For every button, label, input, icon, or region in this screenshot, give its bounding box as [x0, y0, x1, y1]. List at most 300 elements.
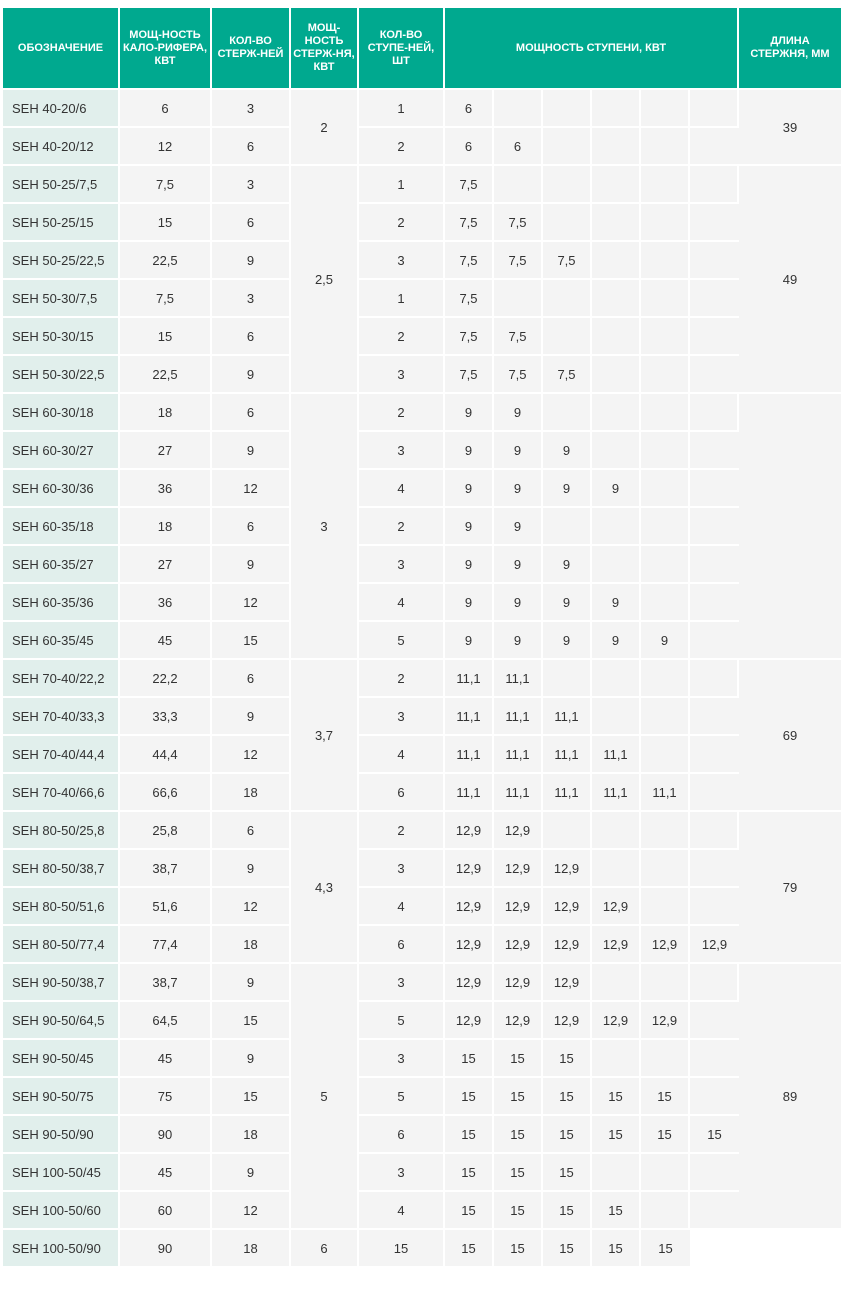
stage-power-cell — [641, 430, 690, 468]
stage-power-cell: 11,1 — [494, 734, 543, 772]
stage-power-cell — [592, 506, 641, 544]
rod-length-cell: 69 — [739, 658, 841, 810]
stage-power-cell — [592, 240, 641, 278]
stage-power-cell — [592, 126, 641, 164]
stage-power-cell — [641, 1038, 690, 1076]
rod-power-cell: 4,3 — [291, 810, 359, 962]
rods-count-cell: 6 — [212, 126, 291, 164]
stage-power-cell — [641, 240, 690, 278]
stage-power-cell — [690, 164, 739, 202]
stage-power-cell: 9 — [592, 468, 641, 506]
stage-power-cell: 12,9 — [445, 886, 494, 924]
stage-power-cell: 12,9 — [543, 1000, 592, 1038]
stage-power-cell — [690, 886, 739, 924]
heater-power-cell: 27 — [120, 544, 212, 582]
stage-power-cell: 9 — [494, 582, 543, 620]
table-row — [3, 734, 841, 772]
stage-power-cell — [641, 696, 690, 734]
rods-count-cell: 12 — [212, 582, 291, 620]
stage-power-cell: 9 — [445, 620, 494, 658]
table-row — [3, 126, 841, 164]
stage-power-cell: 6 — [445, 126, 494, 164]
rods-count-cell: 6 — [212, 810, 291, 848]
heater-power-cell: 18 — [120, 392, 212, 430]
designation-cell: SEH 90-50/90 — [3, 1114, 120, 1152]
rods-count-cell: 9 — [212, 240, 291, 278]
stage-power-cell — [592, 278, 641, 316]
stage-power-cell — [641, 582, 690, 620]
stage-power-cell — [641, 544, 690, 582]
stages-count-cell: 4 — [359, 468, 445, 506]
designation-cell: SEH 100-50/60 — [3, 1190, 120, 1228]
designation-cell: SEH 50-25/7,5 — [3, 164, 120, 202]
table-row — [3, 430, 841, 468]
stage-power-cell — [690, 126, 739, 164]
table-row — [3, 924, 841, 962]
stage-power-cell — [641, 164, 690, 202]
stage-power-cell — [690, 278, 739, 316]
stage-power-cell — [543, 88, 592, 126]
table-header — [3, 8, 841, 88]
stage-power-cell — [690, 1190, 739, 1228]
stage-power-cell: 9 — [445, 468, 494, 506]
stage-power-cell: 12,9 — [445, 810, 494, 848]
table-row — [3, 316, 841, 354]
stage-power-cell: 15 — [359, 1228, 445, 1266]
designation-cell: SEH 90-50/64,5 — [3, 1000, 120, 1038]
stage-power-cell: 9 — [445, 430, 494, 468]
table-row — [3, 962, 841, 1000]
stage-power-cell: 9 — [543, 430, 592, 468]
stage-power-cell — [592, 658, 641, 696]
rods-count-cell: 12 — [212, 468, 291, 506]
stage-power-cell: 15 — [445, 1114, 494, 1152]
stage-power-cell: 15 — [641, 1228, 690, 1266]
stage-power-cell — [690, 734, 739, 772]
rod-power-cell: 3,7 — [291, 658, 359, 810]
stage-power-cell — [690, 962, 739, 1000]
stages-count-cell: 3 — [359, 354, 445, 392]
stage-power-cell — [592, 1152, 641, 1190]
stage-power-cell: 9 — [494, 430, 543, 468]
designation-cell: SEH 60-35/45 — [3, 620, 120, 658]
stage-power-cell — [592, 164, 641, 202]
stage-power-cell — [641, 468, 690, 506]
stage-power-cell: 11,1 — [494, 696, 543, 734]
stage-power-cell: 12,9 — [543, 924, 592, 962]
rods-count-cell: 9 — [212, 354, 291, 392]
stages-count-cell: 2 — [359, 810, 445, 848]
rods-count-cell: 6 — [212, 316, 291, 354]
designation-cell: SEH 90-50/45 — [3, 1038, 120, 1076]
designation-cell: SEH 60-30/18 — [3, 392, 120, 430]
rod-length-cell: 79 — [739, 810, 841, 962]
stage-power-cell: 15 — [445, 1152, 494, 1190]
heater-power-cell: 6 — [120, 88, 212, 126]
stages-count-cell: 3 — [359, 962, 445, 1000]
stage-power-cell: 9 — [494, 392, 543, 430]
stages-count-cell: 4 — [359, 1190, 445, 1228]
stage-power-cell — [641, 810, 690, 848]
stage-power-cell: 12,9 — [445, 848, 494, 886]
header-stage-power: МОЩНОСТЬ СТУПЕНИ, КВТ — [445, 8, 739, 88]
stage-power-cell — [690, 544, 739, 582]
stage-power-cell: 11,1 — [445, 734, 494, 772]
stage-power-cell: 12,9 — [445, 924, 494, 962]
stage-power-cell: 6 — [494, 126, 543, 164]
designation-cell: SEH 80-50/25,8 — [3, 810, 120, 848]
heater-power-cell: 22,5 — [120, 240, 212, 278]
designation-cell: SEH 90-50/38,7 — [3, 962, 120, 1000]
stage-power-cell: 15 — [592, 1228, 641, 1266]
rods-count-cell: 3 — [212, 278, 291, 316]
rod-length-cell: 89 — [739, 962, 841, 1228]
rod-power-cell: 2 — [291, 88, 359, 164]
stage-power-cell: 12,9 — [690, 924, 739, 962]
rod-power-cell: 2,5 — [291, 164, 359, 392]
heater-power-cell: 45 — [120, 620, 212, 658]
stage-power-cell: 15 — [494, 1114, 543, 1152]
header-designation: ОБОЗНАЧЕНИЕ — [3, 8, 120, 88]
stages-count-cell: 2 — [359, 316, 445, 354]
heater-power-cell: 22,5 — [120, 354, 212, 392]
stage-power-cell: 12,9 — [543, 848, 592, 886]
stage-power-cell: 15 — [543, 1152, 592, 1190]
rods-count-cell: 3 — [212, 88, 291, 126]
table-row — [3, 88, 841, 126]
stages-count-cell: 3 — [359, 848, 445, 886]
stage-power-cell — [641, 1152, 690, 1190]
stage-power-cell: 12,9 — [494, 962, 543, 1000]
heater-power-cell: 12 — [120, 126, 212, 164]
stages-count-cell: 3 — [359, 1038, 445, 1076]
stage-power-cell — [543, 202, 592, 240]
stage-power-cell — [494, 88, 543, 126]
stage-power-cell: 15 — [494, 1228, 543, 1266]
stage-power-cell: 15 — [494, 1076, 543, 1114]
stages-count-cell: 5 — [359, 1076, 445, 1114]
stage-power-cell: 12,9 — [494, 924, 543, 962]
stage-power-cell: 9 — [592, 620, 641, 658]
stage-power-cell: 7,5 — [445, 202, 494, 240]
stages-count-cell: 3 — [359, 240, 445, 278]
designation-cell: SEH 80-50/51,6 — [3, 886, 120, 924]
stage-power-cell — [690, 430, 739, 468]
rod-power-cell: 3 — [291, 392, 359, 658]
stages-count-cell: 4 — [359, 582, 445, 620]
rods-count-cell: 15 — [212, 1076, 291, 1114]
stage-power-cell: 9 — [445, 582, 494, 620]
designation-cell: SEH 60-30/36 — [3, 468, 120, 506]
stages-count-cell: 2 — [359, 202, 445, 240]
stage-power-cell: 9 — [494, 544, 543, 582]
rods-count-cell: 12 — [212, 1190, 291, 1228]
stage-power-cell: 12,9 — [494, 1000, 543, 1038]
stage-power-cell — [690, 506, 739, 544]
stage-power-cell: 15 — [543, 1228, 592, 1266]
stage-power-cell — [592, 696, 641, 734]
stage-power-cell — [690, 202, 739, 240]
designation-cell: SEH 100-50/90 — [3, 1228, 120, 1266]
table-row — [3, 582, 841, 620]
stage-power-cell: 15 — [445, 1190, 494, 1228]
table-row — [3, 354, 841, 392]
stages-count-cell: 4 — [359, 886, 445, 924]
rods-count-cell: 18 — [212, 924, 291, 962]
stage-power-cell: 7,5 — [494, 354, 543, 392]
stage-power-cell — [690, 658, 739, 696]
stage-power-cell: 11,1 — [445, 658, 494, 696]
heater-power-cell: 77,4 — [120, 924, 212, 962]
rods-count-cell: 6 — [212, 202, 291, 240]
stage-power-cell: 15 — [543, 1076, 592, 1114]
stage-power-cell — [690, 88, 739, 126]
stages-count-cell: 1 — [359, 164, 445, 202]
rods-count-cell: 12 — [212, 886, 291, 924]
stage-power-cell: 7,5 — [543, 240, 592, 278]
stage-power-cell — [641, 506, 690, 544]
stage-power-cell: 15 — [543, 1190, 592, 1228]
stage-power-cell: 15 — [641, 1114, 690, 1152]
rods-count-cell: 18 — [212, 1114, 291, 1152]
rods-count-cell: 9 — [212, 1038, 291, 1076]
heater-power-cell: 38,7 — [120, 962, 212, 1000]
stage-power-cell — [543, 658, 592, 696]
stage-power-cell — [543, 316, 592, 354]
table-row — [3, 848, 841, 886]
stage-power-cell: 12,9 — [592, 886, 641, 924]
stage-power-cell: 12,9 — [494, 848, 543, 886]
stage-power-cell — [690, 392, 739, 430]
stage-power-cell — [690, 696, 739, 734]
stage-power-cell: 15 — [592, 1114, 641, 1152]
stages-count-cell: 5 — [359, 1000, 445, 1038]
table-row — [3, 1190, 841, 1228]
designation-cell: SEH 50-25/22,5 — [3, 240, 120, 278]
designation-cell: SEH 50-25/15 — [3, 202, 120, 240]
heater-power-cell: 90 — [120, 1228, 212, 1266]
stage-power-cell — [690, 772, 739, 810]
table-row — [3, 620, 841, 658]
stage-power-cell: 12,9 — [445, 1000, 494, 1038]
stage-power-cell — [543, 392, 592, 430]
stage-power-cell — [494, 278, 543, 316]
header-rod-power: МОЩ-НОСТЬ СТЕРЖ-НЯ, КВТ — [291, 8, 359, 88]
rod-power-cell: 5 — [291, 962, 359, 1228]
stage-power-cell — [641, 354, 690, 392]
stage-power-cell: 15 — [641, 1076, 690, 1114]
stages-count-cell: 3 — [359, 430, 445, 468]
table-row — [3, 1114, 841, 1152]
rods-count-cell: 3 — [212, 164, 291, 202]
designation-cell: SEH 70-40/33,3 — [3, 696, 120, 734]
designation-cell: SEH 70-40/22,2 — [3, 658, 120, 696]
heater-power-cell: 44,4 — [120, 734, 212, 772]
designation-cell: SEH 90-50/75 — [3, 1076, 120, 1114]
stage-power-cell: 9 — [445, 392, 494, 430]
stage-power-cell: 15 — [445, 1038, 494, 1076]
stage-power-cell: 12,9 — [543, 962, 592, 1000]
stage-power-cell — [592, 202, 641, 240]
stage-power-cell: 9 — [494, 620, 543, 658]
heater-power-cell: 25,8 — [120, 810, 212, 848]
stages-count-cell: 2 — [359, 658, 445, 696]
table-row — [3, 506, 841, 544]
stage-power-cell — [690, 316, 739, 354]
rods-count-cell: 15 — [212, 1000, 291, 1038]
stage-power-cell: 7,5 — [543, 354, 592, 392]
stage-power-cell — [690, 240, 739, 278]
stage-power-cell — [641, 848, 690, 886]
heater-power-cell: 51,6 — [120, 886, 212, 924]
designation-cell: SEH 40-20/6 — [3, 88, 120, 126]
designation-cell: SEH 50-30/22,5 — [3, 354, 120, 392]
stages-count-cell: 6 — [359, 924, 445, 962]
rods-count-cell: 6 — [212, 506, 291, 544]
stage-power-cell: 12,9 — [445, 962, 494, 1000]
designation-cell: SEH 60-35/18 — [3, 506, 120, 544]
heater-spec-table — [3, 8, 841, 1266]
heater-power-cell: 90 — [120, 1114, 212, 1152]
stage-power-cell — [592, 354, 641, 392]
stage-power-cell — [592, 430, 641, 468]
stage-power-cell — [641, 658, 690, 696]
rod-length-cell: 59 — [739, 392, 841, 658]
heater-power-cell: 27 — [120, 430, 212, 468]
stage-power-cell — [690, 354, 739, 392]
stages-count-cell: 1 — [359, 278, 445, 316]
stages-count-cell: 2 — [359, 392, 445, 430]
table-row — [3, 468, 841, 506]
table-row — [3, 1228, 841, 1266]
stage-power-cell — [690, 1152, 739, 1190]
stage-power-cell — [641, 1190, 690, 1228]
stage-power-cell — [543, 278, 592, 316]
stage-power-cell: 11,1 — [445, 696, 494, 734]
stage-power-cell — [592, 962, 641, 1000]
header-heater-power: МОЩ-НОСТЬ КАЛО-РИФЕРА, КВТ — [120, 8, 212, 88]
stage-power-cell — [592, 392, 641, 430]
table-row — [3, 886, 841, 924]
stage-power-cell: 12,9 — [494, 810, 543, 848]
stage-power-cell — [592, 1038, 641, 1076]
stage-power-cell — [641, 278, 690, 316]
table-row — [3, 1076, 841, 1114]
stage-power-cell: 7,5 — [445, 240, 494, 278]
stage-power-cell: 15 — [445, 1228, 494, 1266]
designation-cell: SEH 60-35/36 — [3, 582, 120, 620]
stage-power-cell: 15 — [690, 1114, 739, 1152]
stage-power-cell: 7,5 — [494, 316, 543, 354]
stages-count-cell: 5 — [359, 620, 445, 658]
heater-power-cell: 36 — [120, 582, 212, 620]
stage-power-cell — [641, 316, 690, 354]
stages-count-cell: 2 — [359, 506, 445, 544]
heater-power-cell: 38,7 — [120, 848, 212, 886]
stages-count-cell: 4 — [359, 734, 445, 772]
table-row — [3, 1000, 841, 1038]
heater-power-cell: 64,5 — [120, 1000, 212, 1038]
heater-power-cell: 22,2 — [120, 658, 212, 696]
rods-count-cell: 18 — [212, 1228, 291, 1266]
designation-cell: SEH 100-50/45 — [3, 1152, 120, 1190]
stage-power-cell: 11,1 — [543, 772, 592, 810]
designation-cell: SEH 60-30/27 — [3, 430, 120, 468]
stages-count-cell: 6 — [359, 1114, 445, 1152]
designation-cell: SEH 60-35/27 — [3, 544, 120, 582]
stage-power-cell: 11,1 — [543, 696, 592, 734]
stage-power-cell: 15 — [494, 1038, 543, 1076]
table-row — [3, 392, 841, 430]
stage-power-cell — [690, 848, 739, 886]
stage-power-cell: 11,1 — [592, 734, 641, 772]
designation-cell: SEH 50-30/7,5 — [3, 278, 120, 316]
stage-power-cell — [592, 848, 641, 886]
stage-power-cell: 12,9 — [641, 924, 690, 962]
stage-power-cell — [543, 810, 592, 848]
stage-power-cell — [690, 1038, 739, 1076]
heater-power-cell: 45 — [120, 1152, 212, 1190]
stage-power-cell: 15 — [543, 1114, 592, 1152]
table-row — [3, 202, 841, 240]
rods-count-cell: 9 — [212, 1152, 291, 1190]
table-row — [3, 278, 841, 316]
stage-power-cell: 15 — [494, 1152, 543, 1190]
rods-count-cell: 15 — [212, 620, 291, 658]
stage-power-cell: 9 — [543, 544, 592, 582]
stage-power-cell: 15 — [445, 1076, 494, 1114]
stage-power-cell — [641, 886, 690, 924]
stage-power-cell — [543, 506, 592, 544]
stage-power-cell: 9 — [641, 620, 690, 658]
rods-count-cell: 9 — [212, 962, 291, 1000]
stage-power-cell — [592, 316, 641, 354]
stage-power-cell — [690, 468, 739, 506]
stage-power-cell — [641, 734, 690, 772]
header-stages-count: КОЛ-ВО СТУПЕ-НЕЙ, ШТ — [359, 8, 445, 88]
stages-count-cell: 1 — [359, 88, 445, 126]
stage-power-cell: 11,1 — [494, 658, 543, 696]
stages-count-cell: 6 — [291, 1228, 359, 1266]
table-row — [3, 1038, 841, 1076]
designation-cell: SEH 70-40/44,4 — [3, 734, 120, 772]
heater-power-cell: 15 — [120, 316, 212, 354]
stage-power-cell: 7,5 — [445, 164, 494, 202]
stage-power-cell — [494, 164, 543, 202]
designation-cell: SEH 40-20/12 — [3, 126, 120, 164]
stage-power-cell — [592, 810, 641, 848]
stage-power-cell — [641, 126, 690, 164]
heater-power-cell: 18 — [120, 506, 212, 544]
stage-power-cell — [641, 962, 690, 1000]
stage-power-cell: 9 — [445, 544, 494, 582]
designation-cell: SEH 80-50/38,7 — [3, 848, 120, 886]
designation-cell: SEH 50-30/15 — [3, 316, 120, 354]
stage-power-cell — [690, 1076, 739, 1114]
table-row — [3, 658, 841, 696]
stage-power-cell: 9 — [543, 468, 592, 506]
stages-count-cell: 3 — [359, 544, 445, 582]
stage-power-cell: 7,5 — [494, 202, 543, 240]
heater-power-cell: 7,5 — [120, 278, 212, 316]
stage-power-cell — [592, 544, 641, 582]
stage-power-cell — [641, 88, 690, 126]
stage-power-cell — [592, 88, 641, 126]
stage-power-cell — [690, 620, 739, 658]
stage-power-cell: 12,9 — [543, 886, 592, 924]
table-row — [3, 810, 841, 848]
stage-power-cell: 15 — [543, 1038, 592, 1076]
